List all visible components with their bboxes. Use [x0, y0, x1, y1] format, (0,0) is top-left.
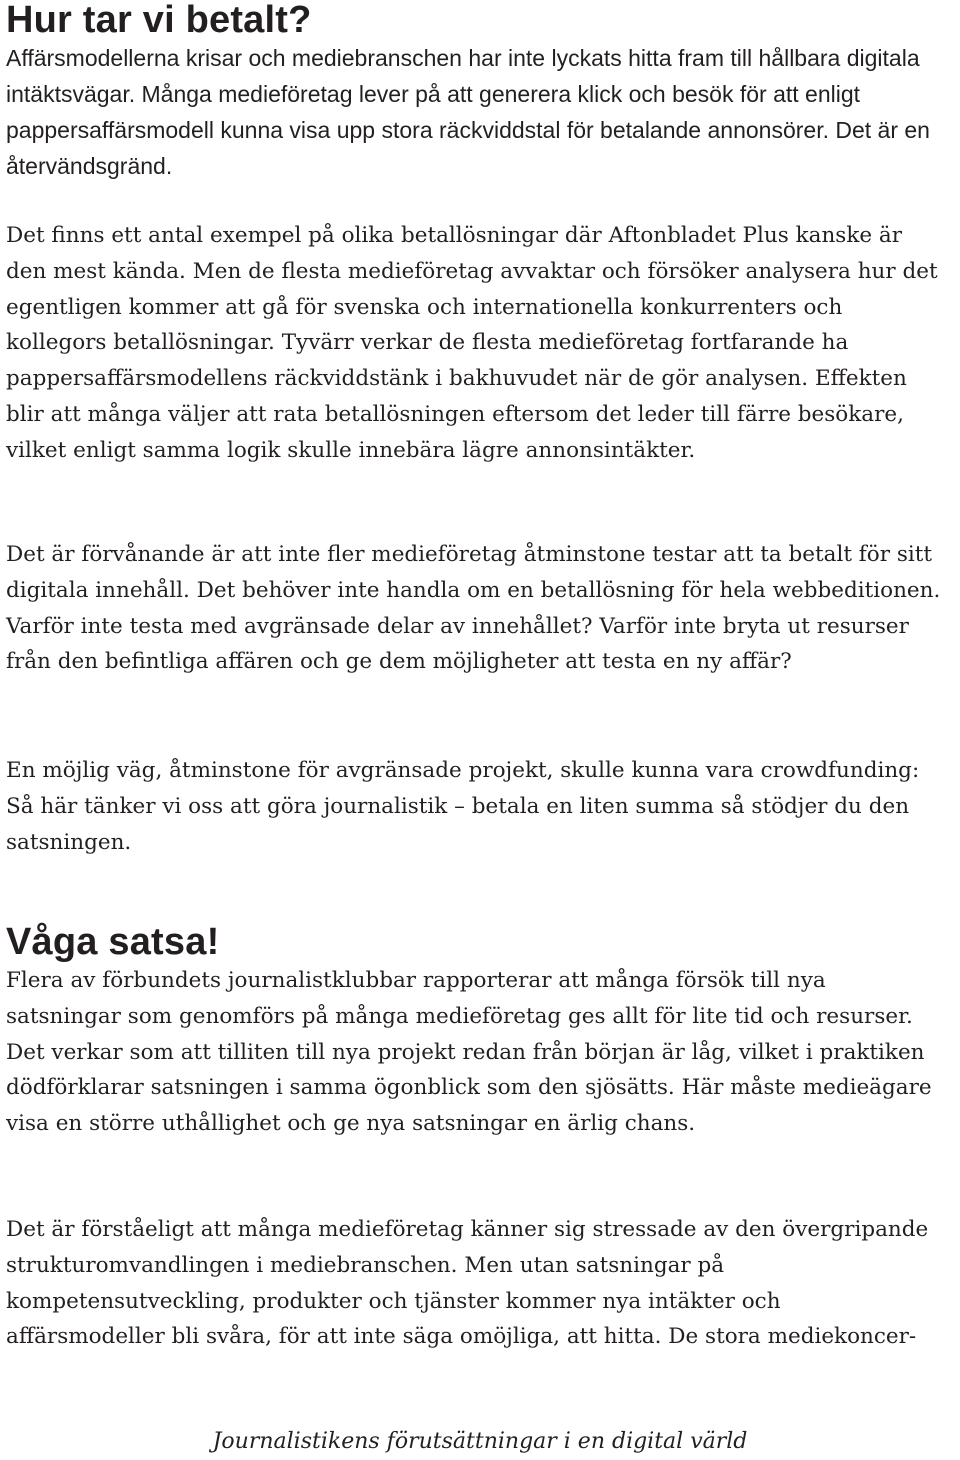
page-footer-title: Journalistikens förutsättningar i en digital värld	[212, 1429, 748, 1454]
body-paragraph: En möjlig väg, åtminstone för avgränsade projekt, skulle kunna vara crowdfunding: Så här tänker vi oss att göra journalistik – betala en liten summa så stödjer du den satsningen.	[6, 758, 920, 855]
section-heading-dare-invest: Våga satsa!	[6, 921, 220, 963]
body-paragraph: Flera av förbundets journalistklubbar rapporterar att många försök till nya satsningar som genomförs på många medieföretag ges allt för lite tid och resurser. Det verkar som att tilliten till nya projekt redan från början är låg, vilket i praktiken dödförklarar satsningen i samma ögonblick som den sjösätts. Här måste medieägare visa en större uthållighet och ge nya satsningar en ärlig chans.	[6, 968, 932, 1137]
body-paragraph: Det är förståeligt att många medieföretag känner sig stressade av den övergripande strukturomvandlingen i mediebranschen. Men utan satsningar på kompetensutveckling, produkter och tjänster kommer nya intäkter och affärsmodeller bli svåra, för att inte säga omöjliga, att hitta. De stora mediekoncer-	[6, 1217, 929, 1350]
section-heading-payment: Hur tar vi betalt?	[6, 0, 312, 41]
intro-paragraph: Affärsmodellerna krisar och mediebranschen har inte lyckats hitta fram till hållbara digitala intäktsvägar. Många medieföretag lever på att generera klick och besök för att enligt pappersaffärsmodell kunna visa upp stora räckviddstal för betalande annonsörer. Det är en återvändsgränd.	[6, 45, 930, 179]
body-paragraph: Det är förvånande är att inte fler medieföretag åtminstone testar att ta betalt för sitt digitala innehåll. Det behöver inte handla om en betallösning för hela webbeditionen. Varför inte testa med avgränsade delar av innehållet? Varför inte bryta ut resurser från den befintliga affären och ge dem möjligheter att testa en ny affär?	[6, 542, 941, 675]
body-paragraph: Det finns ett antal exempel på olika betallösningar där Aftonbladet Plus kanske är den mest kända. Men de flesta medieföretag avvaktar och försöker analysera hur det egentligen kommer att gå för svenska och internationella konkurrenters och kollegors betallösningar. Tyvärr verkar de flesta medieföretag fortfarande ha pappersaffärsmodellens räckviddstänk i bakhuvudet när de gör analysen. Effekten blir att många väljer att rata betallösningen eftersom det leder till färre besökare, vilket enligt samma logik skulle innebära lägre annonsintäkter.	[6, 223, 938, 463]
